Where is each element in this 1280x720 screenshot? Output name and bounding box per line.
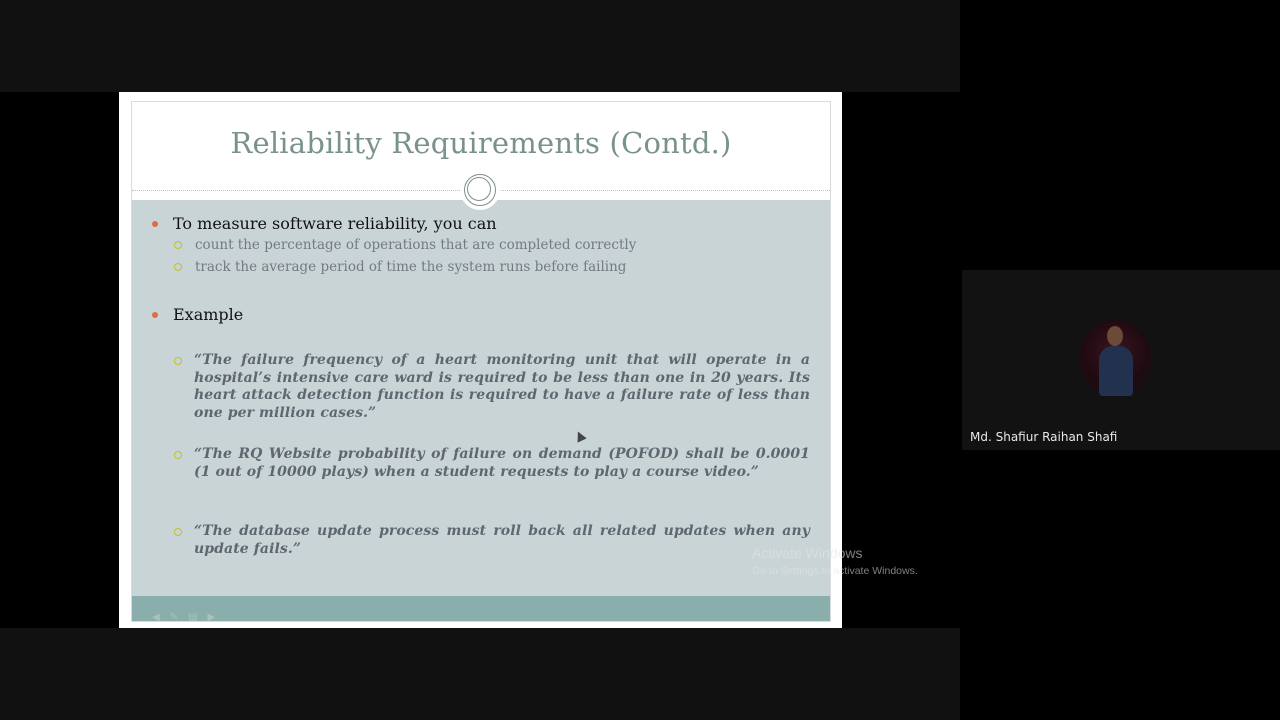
participant-name: Md. Shafiur Raihan Shafi [970,430,1118,444]
previous-arrow-icon[interactable]: ◀ [152,612,160,622]
bullet-measure: To measure software reliability, you can [152,214,497,233]
bottom-bar [0,628,960,720]
ring-bullet-icon [174,357,182,365]
bullet-example: Example [152,305,243,324]
slideshow-controls[interactable] [152,612,215,622]
example-quote-heart-monitor: “The failure frequency of a heart monitoring unit that will operate in a hospital’s intensive care ward is required to be less than one in 20 years. Its heart attack detection function is required to have a failure rate of less than one per million cases.” [174,352,810,422]
ring-bullet-icon [174,528,182,536]
avatar [1079,320,1151,400]
top-bar [0,0,960,92]
bullet-dot-icon [152,312,158,318]
slide-footer-band [132,596,830,621]
ring-bullet-icon [174,263,182,271]
sub-bullet-percentage: count the percentage of operations that are completed correctly [174,237,636,253]
shared-slide [119,92,842,628]
pen-icon[interactable]: ✎ [169,612,179,622]
example-quote-database: “The database update process must roll back all related updates when any update fails.” [174,523,810,558]
participant-video-tile[interactable] [962,270,1280,450]
example-quote-pofod: “The RQ Website probability of failure on demand (POFOD) shall be 0.0001 (1 out of 10000 plays) when a student requests to play a course video.” [174,446,810,481]
ring-bullet-icon [174,241,182,249]
activate-windows-watermark: Activate Windows Go to Settings to activate Windows. [752,545,918,577]
slide-title: Reliability Requirements (Contd.) [230,126,732,160]
slide-canvas [131,101,831,622]
circle-ornament-icon [460,170,500,210]
ring-bullet-icon [174,451,182,459]
next-arrow-icon[interactable]: ▶ [207,612,216,622]
sub-bullet-average-period: track the average period of time the system runs before failing [174,259,626,275]
bullet-dot-icon [152,221,158,227]
slides-menu-icon[interactable]: ▤ [188,612,198,622]
